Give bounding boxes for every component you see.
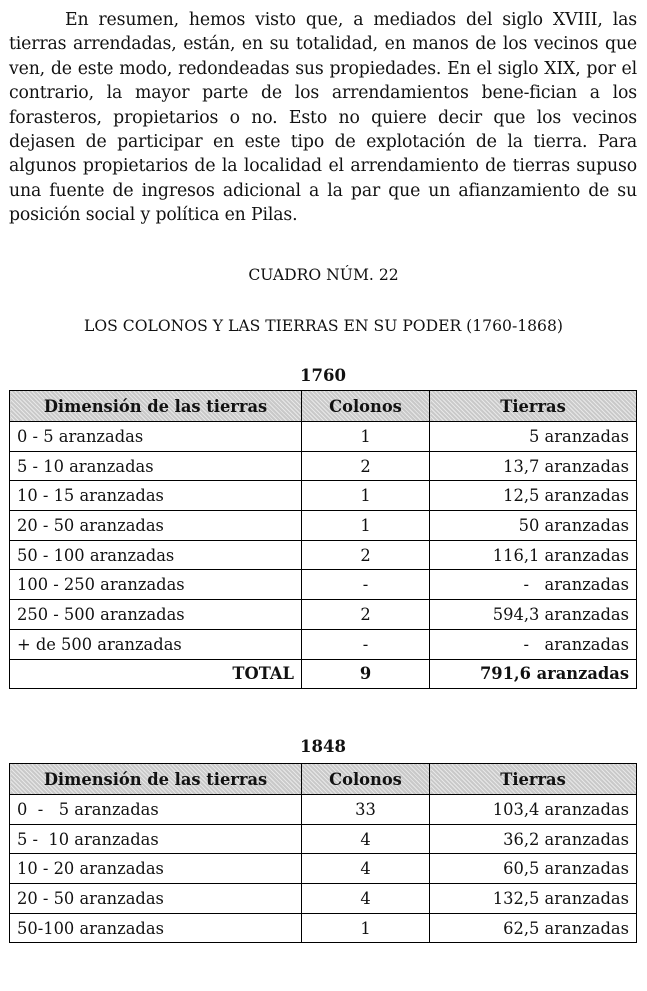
- table-row: [10, 511, 637, 541]
- colonos-table-1760: [9, 390, 637, 689]
- cell-dimension: 20 - 50 aranzadas: [10, 884, 302, 914]
- cell-colonos: -: [302, 570, 430, 600]
- cell-tierras: 132,5 aranzadas: [430, 884, 637, 914]
- cell-dimension: 10 - 20 aranzadas: [10, 854, 302, 884]
- cell-colonos: -: [302, 629, 430, 659]
- table-row: [10, 451, 637, 481]
- table-row: [10, 884, 637, 914]
- cell-tierras: 13,7 aranzadas: [430, 451, 637, 481]
- cell-tierras: 116,1 aranzadas: [430, 540, 637, 570]
- table-row: [10, 913, 637, 943]
- cell-colonos: 4: [302, 854, 430, 884]
- total-tierras: 791,6 aranzadas: [430, 659, 637, 689]
- table-number-title: CUADRO NÚM. 22: [248, 266, 399, 284]
- table-row: [10, 481, 637, 511]
- cell-tierras: 62,5 aranzadas: [430, 913, 637, 943]
- total-row: [10, 659, 637, 689]
- table-row: [10, 824, 637, 854]
- header-tierras: Tierras: [430, 391, 637, 422]
- year-heading-1848: 1848: [300, 737, 346, 756]
- year-heading-1760: 1760: [300, 366, 346, 385]
- cell-dimension: 250 - 500 aranzadas: [10, 600, 302, 630]
- cell-colonos: 1: [302, 481, 430, 511]
- table-row: [10, 422, 637, 452]
- total-colonos: 9: [302, 659, 430, 689]
- header-tierras: Tierras: [430, 764, 637, 795]
- cell-tierras: 103,4 aranzadas: [430, 795, 637, 825]
- cell-dimension: 0 - 5 aranzadas: [10, 795, 302, 825]
- header-colonos: Colonos: [302, 764, 430, 795]
- cell-tierras: - aranzadas: [430, 629, 637, 659]
- table-row: [10, 854, 637, 884]
- cell-dimension: 50-100 aranzadas: [10, 913, 302, 943]
- header-dimension: Dimensión de las tierras: [10, 391, 302, 422]
- cell-dimension: 0 - 5 aranzadas: [10, 422, 302, 452]
- cell-dimension: + de 500 aranzadas: [10, 629, 302, 659]
- table-row: [10, 629, 637, 659]
- cell-dimension: 5 - 10 aranzadas: [10, 824, 302, 854]
- cell-colonos: 2: [302, 451, 430, 481]
- table-row: [10, 570, 637, 600]
- table-row: [10, 540, 637, 570]
- cell-colonos: 2: [302, 540, 430, 570]
- cell-dimension: 10 - 15 aranzadas: [10, 481, 302, 511]
- total-label: TOTAL: [10, 659, 302, 689]
- cell-colonos: 4: [302, 824, 430, 854]
- cell-dimension: 100 - 250 aranzadas: [10, 570, 302, 600]
- cell-tierras: 5 aranzadas: [430, 422, 637, 452]
- cell-colonos: 33: [302, 795, 430, 825]
- header-dimension: Dimensión de las tierras: [10, 764, 302, 795]
- table-subtitle: LOS COLONOS Y LAS TIERRAS EN SU PODER (1760-1868): [84, 317, 563, 335]
- cell-colonos: 2: [302, 600, 430, 630]
- cell-colonos: 4: [302, 884, 430, 914]
- body-paragraph: En resumen, hemos visto que, a mediados del siglo XVIII, las tierras arrendadas, están, en su totalidad, en manos de los vecinos que ven, de este modo, redondeadas sus propiedades. En el siglo XIX, por el contrario, la mayor parte de los arrendamientos bene-fician a los forasteros, propietarios o no. Esto no quiere decir que los vecinos dejasen de participar en este tipo de explotación de la tierra. Para algunos propietarios de la localidad el arrendamiento de tierras supuso una fuente de ingresos adicional a la par que un afianzamiento de su posición social y política en Pilas.: [9, 10, 637, 226]
- cell-dimension: 5 - 10 aranzadas: [10, 451, 302, 481]
- cell-colonos: 1: [302, 422, 430, 452]
- table-row: [10, 600, 637, 630]
- header-colonos: Colonos: [302, 391, 430, 422]
- cell-tierras: 594,3 aranzadas: [430, 600, 637, 630]
- table-header-row: [10, 391, 637, 422]
- cell-dimension: 50 - 100 aranzadas: [10, 540, 302, 570]
- colonos-table-1848: [9, 763, 637, 943]
- cell-colonos: 1: [302, 913, 430, 943]
- table-header-row: [10, 764, 637, 795]
- cell-colonos: 1: [302, 511, 430, 541]
- cell-tierras: 50 aranzadas: [430, 511, 637, 541]
- cell-tierras: 36,2 aranzadas: [430, 824, 637, 854]
- cell-tierras: - aranzadas: [430, 570, 637, 600]
- cell-tierras: 12,5 aranzadas: [430, 481, 637, 511]
- table-row: [10, 795, 637, 825]
- cell-dimension: 20 - 50 aranzadas: [10, 511, 302, 541]
- cell-tierras: 60,5 aranzadas: [430, 854, 637, 884]
